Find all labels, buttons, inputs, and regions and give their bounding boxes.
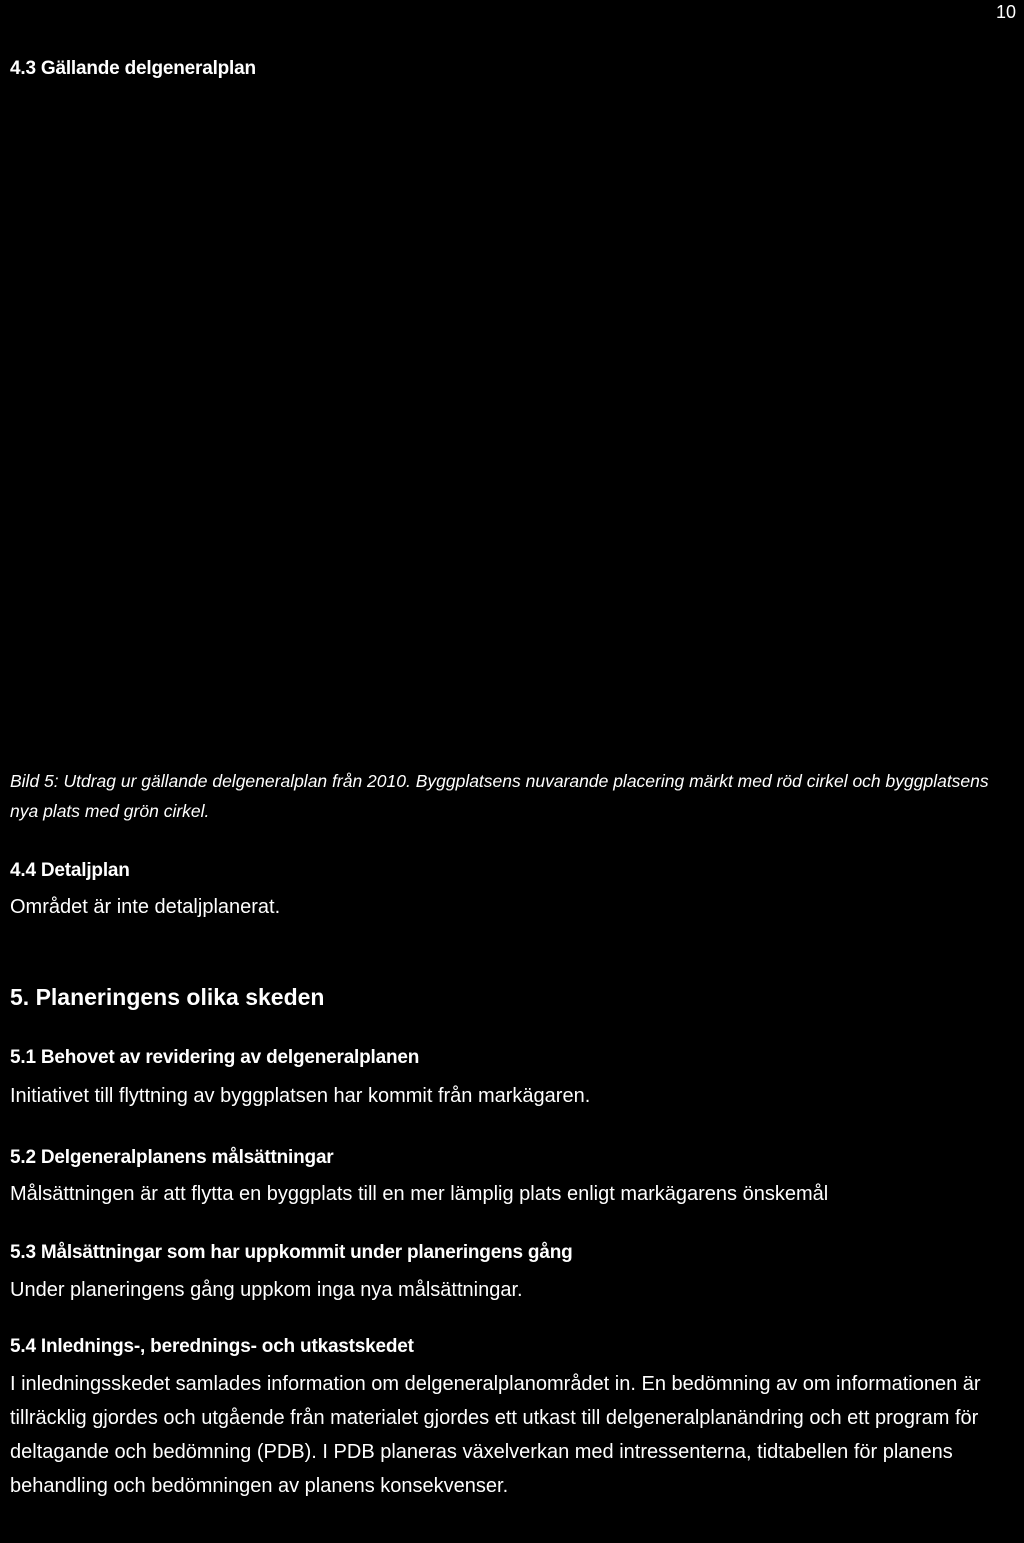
heading-5-4: 5.4 Inlednings-, berednings- och utkastskedet [10, 1336, 414, 1357]
heading-4-3: 4.3 Gällande delgeneralplan [10, 58, 256, 79]
figure-caption: Bild 5: Utdrag ur gällande delgeneralplan från 2010. Byggplatsens nuvarande placering märkt med röd cirkel och byggplatsens nya plats med grön cirkel. [10, 771, 989, 821]
heading-5-3: 5.3 Målsättningar som har uppkommit under planeringens gång [10, 1242, 573, 1263]
heading-4-4: 4.4 Detaljplan [10, 860, 130, 881]
map-figure-area [0, 100, 1024, 750]
page-number: 10 [995, 2, 1016, 22]
heading-5-2: 5.2 Delgeneralplanens målsättningar [10, 1147, 334, 1168]
heading-5: 5. Planeringens olika skeden [10, 984, 325, 1010]
text-5-1: Initiativet till flyttning av byggplatsen har kommit från markägaren. [10, 1085, 591, 1107]
heading-5-1: 5.1 Behovet av revidering av delgeneralplanen [10, 1047, 420, 1068]
text-5-3: Under planeringens gång uppkom inga nya målsättningar. [10, 1279, 523, 1301]
text-5-2: Målsättningen är att flytta en byggplats till en mer lämplig plats enligt markägarens önskemål [10, 1183, 829, 1205]
text-4-4: Området är inte detaljplanerat. [10, 896, 281, 918]
text-5-4: I inledningsskedet samlades information om delgeneralplanområdet in. En bedömning av om informationen är tillräcklig gjordes och utgående från materialet gjordes ett utkast till delgeneralplanändring och ett program för deltagande och bedömning (PDB). I PDB planeras växelverkan med intressenterna, tidtabellen för planens behandling och bedömningen av planens konsekvenser. [10, 1373, 981, 1497]
